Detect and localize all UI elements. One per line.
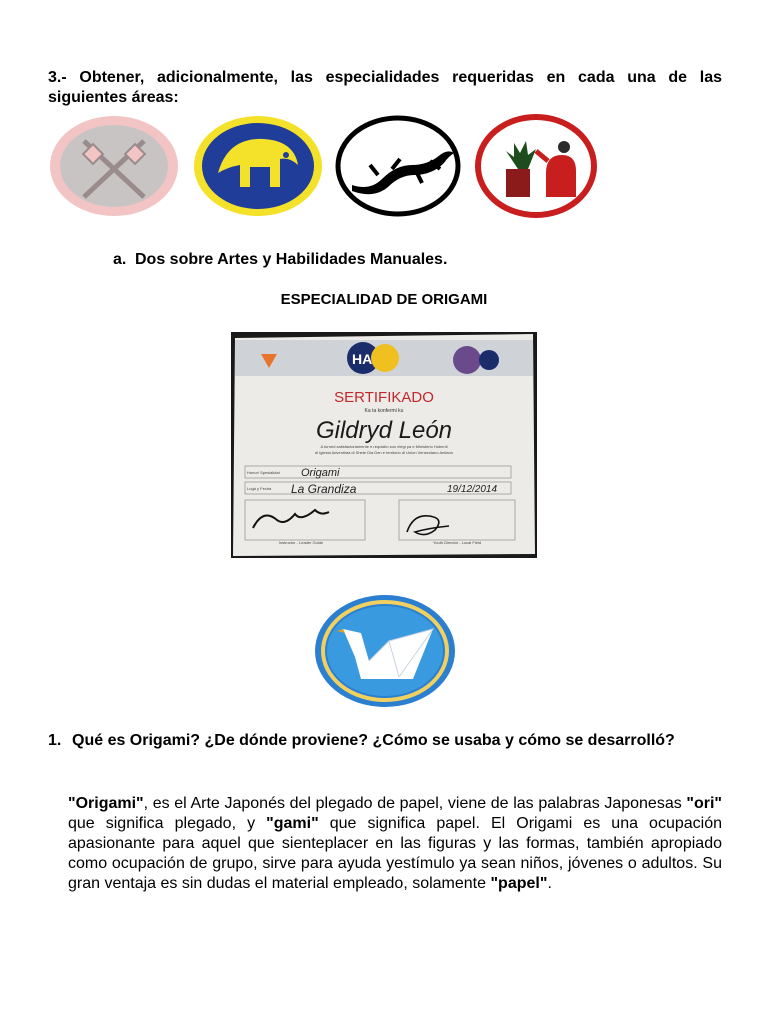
- list-item-a: [113, 251, 447, 269]
- origami-badge: [313, 593, 457, 709]
- term-papel: "papel": [490, 875, 548, 892]
- list-marker: a.: [113, 251, 127, 268]
- certificate-subtitle: Ka ta konfermi ku: [364, 408, 404, 414]
- place-value: La Grandiza: [291, 482, 357, 496]
- seal-icon: [453, 346, 481, 374]
- signature-right-label: Youth Director - Local Field: [432, 540, 482, 545]
- badges-row: [48, 113, 728, 225]
- badge-red-plants: [478, 117, 594, 215]
- answer-text: que significa papel. El Origami es una ocupación apasionante para aquel que sienteplacer en las figuras y las formas, también apropiado como ocupación de grupo, sirve para ayuda yestímulo ya sean niños, jóvenes o adultos. Su gran ventaja es sin dudas el material empleado, solamente: [68, 815, 723, 892]
- question-number: 1.: [48, 732, 62, 749]
- logo-text: HA: [352, 351, 373, 367]
- honor-value: Origami: [301, 467, 340, 479]
- answer-text: .: [547, 875, 552, 892]
- certificate-body-line2: di Iglesia Adventista di Shete Dia Den e territorio di Union Venezolano Antiano: [314, 450, 454, 455]
- specialty-title: ESPECIALIDAD DE ORIGAMI: [280, 291, 488, 308]
- place-label: Lugá y Fecha: [247, 486, 272, 491]
- term-gami: "gami": [266, 815, 319, 832]
- answer-text: que significa plegado, y: [68, 815, 267, 832]
- answer-paragraph: [68, 794, 722, 894]
- term-ori: "ori": [686, 795, 722, 812]
- badge-blue-yellow-elephant: [194, 116, 322, 216]
- list-item-text: Dos sobre Artes y Habilidades Manuales.: [135, 251, 448, 268]
- certificate-photo: [231, 332, 537, 558]
- term-origami: "Origami": [68, 795, 144, 812]
- question-1: [48, 731, 722, 751]
- answer-text: , es el Arte Japonés del plegado de papel, viene de las palabras Japonesas: [143, 795, 687, 812]
- badge-red-crossed-flags: [50, 116, 178, 216]
- section-heading: 3.- Obtener, adicionalmente, las especialidades requeridas en cada una de las siguientes áreas:: [48, 69, 722, 106]
- certificate-title: SERTIFIKADO: [334, 389, 434, 406]
- badge-salamander: [338, 118, 458, 214]
- signature-left-label: Instructor - Leader Guide: [278, 540, 324, 545]
- certificate-recipient: Gildryd León: [315, 417, 453, 444]
- date-value: 19/12/2014: [447, 484, 498, 495]
- honor-label: Honor/ Spesialidat: [247, 470, 280, 475]
- question-text: Qué es Origami? ¿De dónde proviene? ¿Cómo se usaba y cómo se desarrolló?: [72, 732, 675, 749]
- certificate-body-line1: A turned satisfactoriamente e requisito sun elegi pa e Ministerio Hubenil: [320, 444, 448, 449]
